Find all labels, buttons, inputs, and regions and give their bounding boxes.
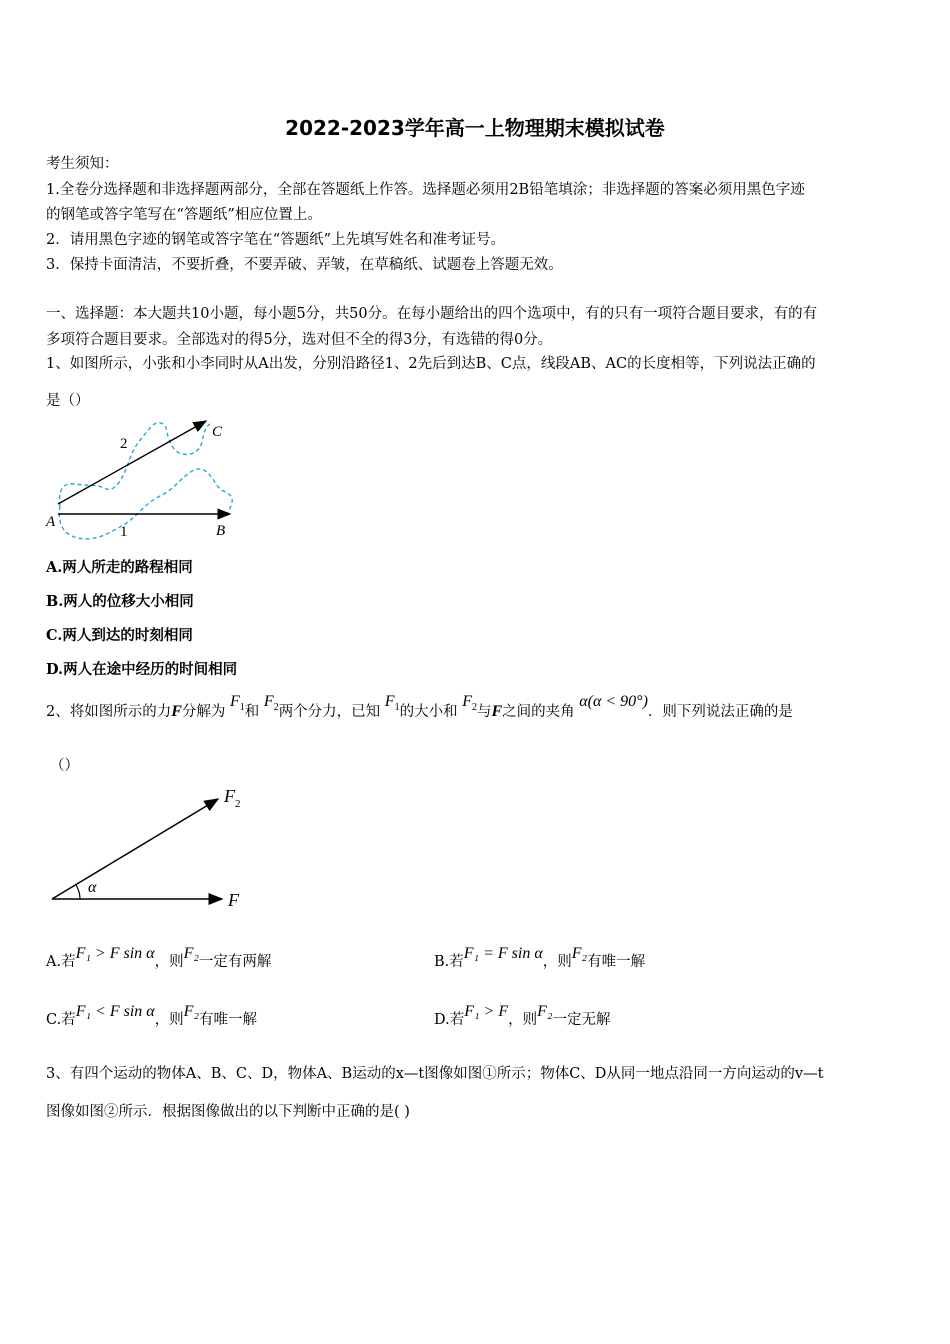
question-1-figure (44, 414, 244, 544)
question-3-stem-cont: 图像如图②所示．根据图像做出的以下判断中正确的是( ) (46, 1104, 410, 1120)
notice-item: 2．请用黑色字迹的钢笔或答字笔在“答题纸”上先填写姓名和准考证号。 (46, 232, 506, 248)
page-title: 2022-2023学年高一上物理期末模拟试卷 (285, 116, 665, 140)
label-path-2: 2 (120, 436, 128, 452)
section-heading-cont: 多项符合题目要求。全部选对的得5分，选对但不全的得3分，有选错的得0分。 (46, 332, 553, 348)
question-1-option-b: B.两人的位移大小相同 (46, 593, 194, 610)
displacement-ac-arrow (58, 421, 206, 504)
path-1-curve (59, 469, 232, 539)
label-a: A (46, 514, 56, 530)
question-1-stem-cont: 是（） (46, 393, 90, 409)
question-2-paren: （） (50, 758, 79, 774)
label-alpha: α (88, 879, 97, 896)
label-path-1: 1 (120, 524, 128, 540)
notice-item: 1.全卷分选择题和非选择题两部分，全部在答题纸上作答。选择题必须用2B铅笔填涂；非选择题的答案必须用黑色字迹 (46, 182, 805, 198)
question-1-stem: 1、如图所示，小张和小李同时从A出发，分别沿路径1、2先后到达B、C点，线段AB、AC的长度相等，下列说法正确的 (46, 356, 816, 372)
question-2-option-a: A.若F₁ > F sin α，则F₂一定有两解 (46, 945, 272, 970)
label-f2: $F_2$ (224, 786, 241, 810)
force-f2-arrow (52, 799, 218, 899)
section-heading: 一、选择题：本大题共10小题，每小题5分，共50分。在每小题给出的四个选项中，有的只有一项符合题目要求，有的有 (46, 306, 818, 322)
label-f: F (228, 890, 239, 910)
notice-heading: 考生须知： (46, 156, 119, 172)
question-3-stem: 3、有四个运动的物体A、B、C、D，物体A、B运动的x—t图像如图①所示；物体C、D从同一地点沿同一方向运动的v—t (46, 1066, 824, 1082)
question-1-option-c: C.两人到达的时刻相同 (46, 627, 193, 644)
question-1-option-a: A.两人所走的路程相同 (46, 559, 193, 576)
label-b: B (216, 523, 226, 539)
path-2-curve (60, 423, 210, 506)
notice-item: 3．保持卡面清洁，不要折叠，不要弄破、弄皱，在草稿纸、试题卷上答题无效。 (46, 257, 563, 273)
question-2-option-d: D.若F₁ > F，则F₂一定无解 (434, 1003, 611, 1028)
question-1-option-d: D.两人在途中经历的时间相同 (46, 661, 238, 678)
question-2-option-b: B.若F₁ = F sin α，则F₂有唯一解 (434, 945, 646, 970)
notice-item: 的钢笔或答字笔写在“答题纸”相应位置上。 (46, 207, 322, 223)
question-2-option-c: C.若F₁ < F sin α，则F₂有唯一解 (46, 1003, 258, 1028)
question-2-stem: 2、将如图所示的力F分解为 $F_1$和 $F_2$两个分力，已知 $F_1$的大小和 $F_2$与F之间的夹角 α(α < 90°)．则下列说法正确的是 (46, 693, 793, 720)
question-2-figure (46, 782, 256, 912)
label-c: C (212, 424, 223, 440)
angle-arc (76, 885, 80, 899)
